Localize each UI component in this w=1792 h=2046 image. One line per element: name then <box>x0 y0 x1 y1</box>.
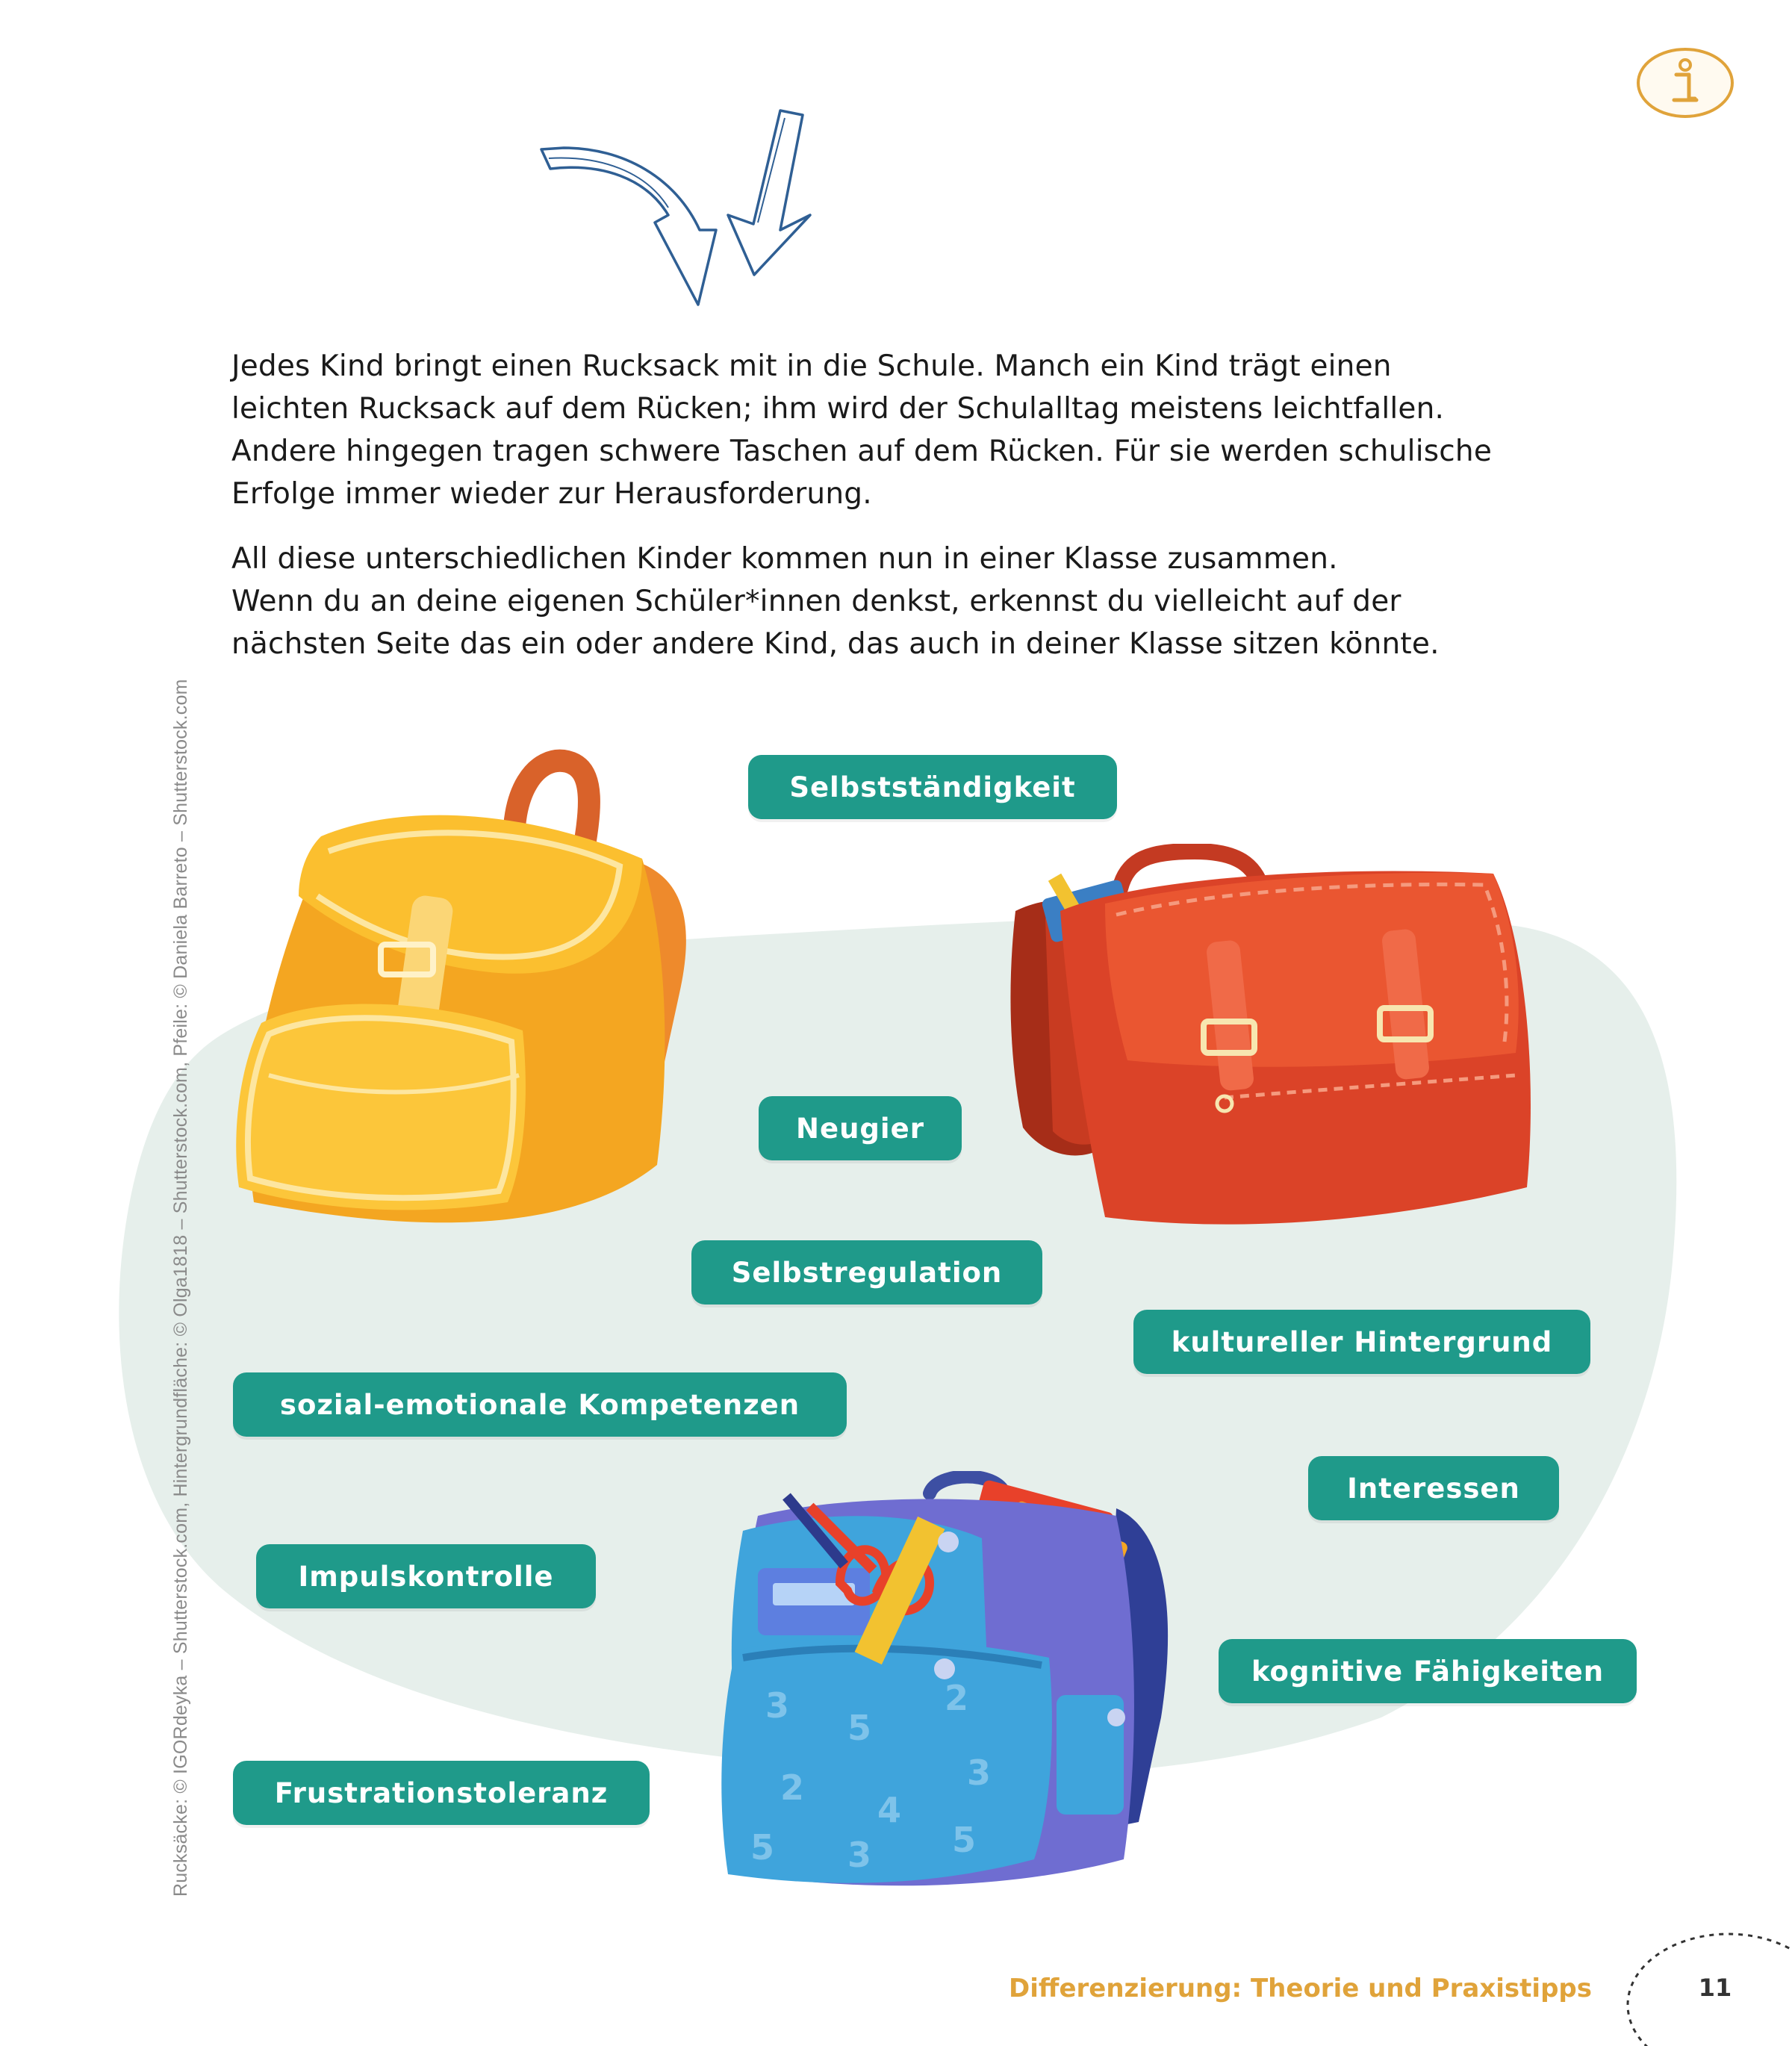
page-number: 11 <box>1698 1974 1732 2002</box>
tag-kultureller-hintergrund: kultureller Hintergrund <box>1133 1310 1590 1374</box>
info-icon <box>1635 46 1735 119</box>
svg-text:4: 4 <box>877 1790 902 1830</box>
svg-text:3: 3 <box>967 1753 992 1793</box>
tag-sozial-emotionale-kompetenzen: sozial-emotionale Kompetenzen <box>233 1372 847 1437</box>
tag-selbstregulation: Selbstregulation <box>691 1240 1042 1305</box>
tag-kognitive-faehigkeiten: kognitive Fähigkeiten <box>1219 1639 1637 1703</box>
footer-title: Differenzierung: Theorie und Praxistipps <box>1009 1974 1592 2003</box>
svg-text:5: 5 <box>952 1820 977 1860</box>
svg-text:5: 5 <box>750 1827 775 1868</box>
tag-selbststaendigkeit: Selbstständigkeit <box>748 755 1117 819</box>
red-school-bag-icon <box>1001 844 1553 1240</box>
intro-text <box>231 345 1613 688</box>
svg-text:5: 5 <box>847 1708 872 1748</box>
svg-text:3: 3 <box>847 1835 872 1875</box>
intro-paragraph-2: All diese unterschiedlichen Kinder kommen nun in einer Klasse zusammen. Wenn du an deine eigenen Schüler*innen denkst, erkennst du vielleicht auf der nächsten Seite das ein oder andere Kind, das auch in deiner Klasse sitzen könnte. <box>231 542 1440 661</box>
intro-paragraph-1: Jedes Kind bringt einen Rucksack mit in die Schule. Manch ein Kind trägt einen leichten Rucksack auf dem Rücken; ihm wird der Schulalltag meistens leichtfallen. Andere hingegen tragen schwere Taschen auf dem Rücken. Für sie werden schulische Erfolge immer wieder zur Herausforderung. <box>231 349 1493 511</box>
tag-impulskontrolle: Impulskontrolle <box>256 1544 596 1608</box>
yellow-backpack-icon <box>224 747 747 1240</box>
image-credit: Rucksäcke: © IGORdeyka – Shutterstock.com, Hintergrundfläche: © Olga1818 – Shutterstock.com, Pfeile: © Daniela Barreto – Shutterstock.com <box>170 679 191 1897</box>
blue-backpack-icon <box>698 1471 1176 1897</box>
tag-interessen: Interessen <box>1308 1456 1559 1520</box>
svg-text:3: 3 <box>765 1685 790 1726</box>
sketch-arrows-icon <box>534 103 840 320</box>
tag-neugier: Neugier <box>759 1096 962 1160</box>
tag-frustrationstoleranz: Frustrationstoleranz <box>233 1761 650 1825</box>
svg-text:2: 2 <box>780 1767 805 1808</box>
svg-text:2: 2 <box>945 1678 969 1718</box>
